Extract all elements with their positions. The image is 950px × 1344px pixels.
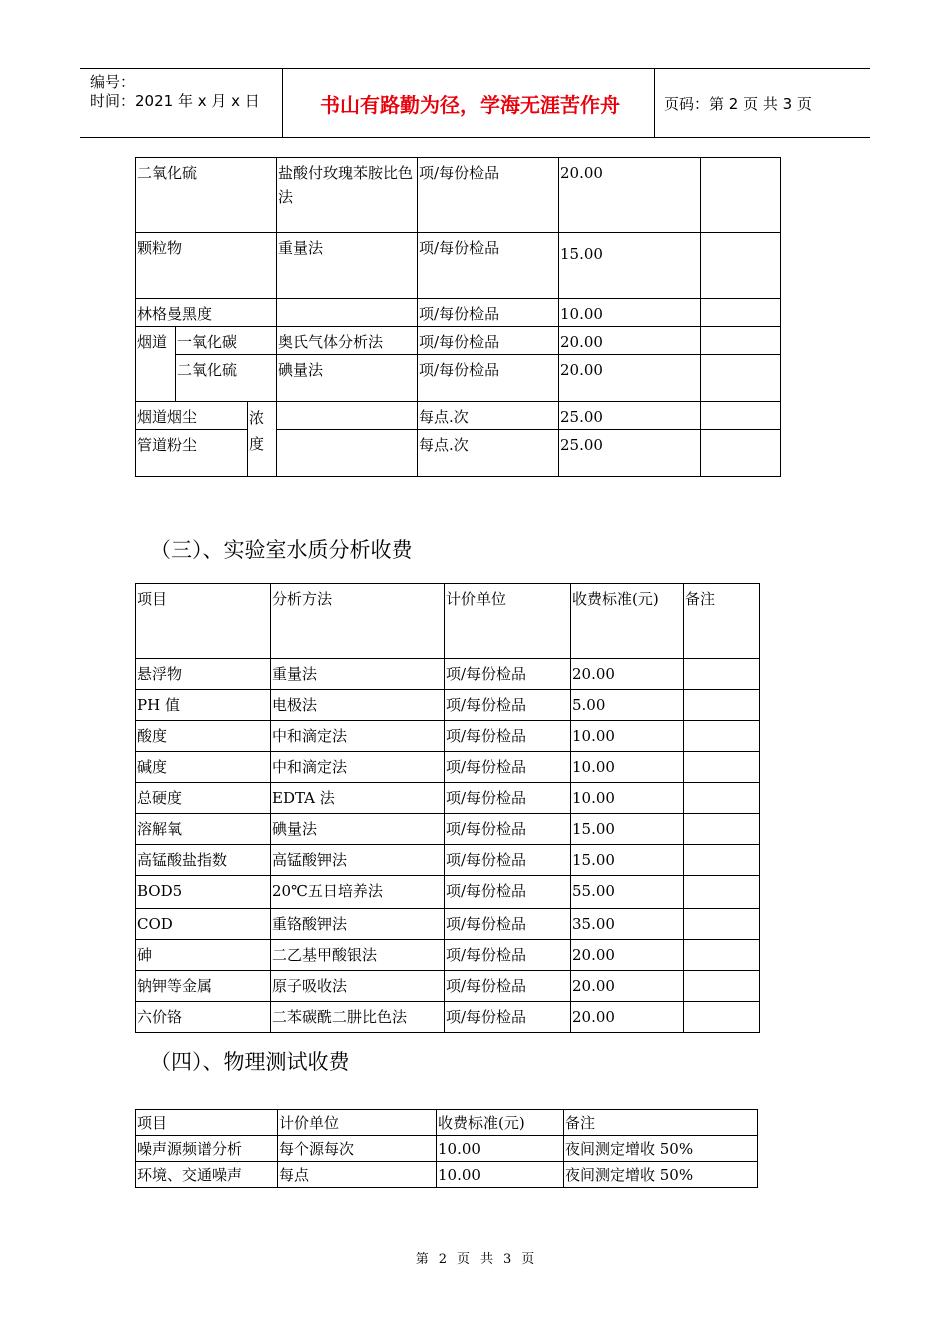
item-cell: 林格曼黑度 xyxy=(136,299,277,327)
item-cell: 二氧化硫 xyxy=(176,355,277,402)
method-cell: 二乙基甲酸银法 xyxy=(271,940,445,971)
table-row xyxy=(136,909,760,940)
method-cell xyxy=(277,402,418,430)
fee-cell: 10.00 xyxy=(437,1136,564,1162)
item-cell: BOD5 xyxy=(136,876,271,909)
note-cell xyxy=(701,355,781,402)
note-cell xyxy=(684,845,760,876)
table-row xyxy=(136,158,781,233)
footer-total-word: 共 xyxy=(480,1252,494,1267)
item-cell: 砷 xyxy=(136,940,271,971)
page-footer xyxy=(0,1248,950,1267)
water-fee-table xyxy=(135,583,760,1033)
column-header: 项目 xyxy=(136,1110,278,1136)
table-header-row xyxy=(136,584,760,659)
method-cell xyxy=(277,430,418,477)
fee-cell: 15.00 xyxy=(571,814,684,845)
header-page-label: 页码：第 2 页 共 3 页 xyxy=(664,95,812,113)
item-cell: 溶解氧 xyxy=(136,814,271,845)
fee-cell: 10.00 xyxy=(571,783,684,814)
doc-time-label: 时间：2021 年 x 月 x 日 xyxy=(90,92,260,110)
unit-cell: 项/每份检品 xyxy=(445,690,571,721)
table-row xyxy=(136,752,760,783)
method-cell: 碘量法 xyxy=(271,814,445,845)
table-row xyxy=(136,430,781,477)
unit-cell: 项/每份检品 xyxy=(418,233,559,299)
footer-total-unit: 页 xyxy=(521,1252,535,1267)
table-row xyxy=(136,876,760,909)
column-header: 分析方法 xyxy=(271,584,445,659)
item-cell: 噪声源频谱分析 xyxy=(136,1136,278,1162)
gas-fee-table xyxy=(135,157,781,477)
item-cell: 酸度 xyxy=(136,721,271,752)
fee-cell: 10.00 xyxy=(559,299,701,327)
unit-cell: 项/每份检品 xyxy=(445,876,571,909)
unit-cell: 项/每份检品 xyxy=(445,814,571,845)
unit-cell: 每点.次 xyxy=(418,402,559,430)
fee-cell: 35.00 xyxy=(571,909,684,940)
fee-cell: 55.00 xyxy=(571,876,684,909)
table-row xyxy=(136,659,760,690)
fee-cell: 10.00 xyxy=(571,721,684,752)
doc-number-label: 编号： xyxy=(90,73,136,91)
column-header: 计价单位 xyxy=(445,584,571,659)
method-cell: 重铬酸钾法 xyxy=(271,909,445,940)
item-cell: 钠钾等金属 xyxy=(136,971,271,1002)
column-header: 备注 xyxy=(684,584,760,659)
column-header: 备注 xyxy=(564,1110,758,1136)
unit-cell: 项/每份检品 xyxy=(445,1002,571,1033)
item-cell: 高锰酸盐指数 xyxy=(136,845,271,876)
table-row xyxy=(136,1162,758,1188)
item-cell: COD xyxy=(136,909,271,940)
column-header: 收费标准(元) xyxy=(571,584,684,659)
fee-cell: 15.00 xyxy=(559,233,701,299)
column-header: 项目 xyxy=(136,584,271,659)
table-row xyxy=(136,845,760,876)
method-cell: 奥氏气体分析法 xyxy=(277,327,418,355)
item-cell: PH 值 xyxy=(136,690,271,721)
unit-cell: 项/每份检品 xyxy=(445,971,571,1002)
fee-cell: 20.00 xyxy=(559,158,701,233)
concentration-cell: 浓度 xyxy=(248,402,277,477)
fee-cell: 25.00 xyxy=(559,402,701,430)
unit-cell: 项/每份检品 xyxy=(418,327,559,355)
header-motto: 书山有路勤为径，学海无涯苦作舟 xyxy=(320,92,620,117)
section-title: （四）、物理测试收费 xyxy=(150,1050,350,1074)
page-header xyxy=(80,68,870,138)
table-row xyxy=(136,971,760,1002)
note-cell xyxy=(684,814,760,845)
fee-cell: 10.00 xyxy=(571,752,684,783)
footer-page-unit: 页 xyxy=(456,1252,470,1267)
note-cell xyxy=(701,158,781,233)
unit-cell: 项/每份检品 xyxy=(445,752,571,783)
unit-cell: 每点.次 xyxy=(418,430,559,477)
item-cell: 管道粉尘 xyxy=(136,430,248,477)
note-cell xyxy=(684,690,760,721)
method-cell: 盐酸付玫瑰苯胺比色法 xyxy=(277,158,418,233)
fee-cell: 25.00 xyxy=(559,430,701,477)
unit-cell: 项/每份检品 xyxy=(445,783,571,814)
unit-cell: 项/每份检品 xyxy=(445,721,571,752)
method-cell: 二苯碳酰二肼比色法 xyxy=(271,1002,445,1033)
method-cell: 原子吸收法 xyxy=(271,971,445,1002)
unit-cell: 项/每份检品 xyxy=(445,909,571,940)
item-cell: 一氧化碳 xyxy=(176,327,277,355)
fee-cell: 20.00 xyxy=(571,940,684,971)
group-cell: 烟道 xyxy=(136,327,176,402)
note-cell: 夜间测定增收 50% xyxy=(564,1136,758,1162)
method-cell: 碘量法 xyxy=(277,355,418,402)
unit-cell: 每个源每次 xyxy=(278,1136,437,1162)
unit-cell: 项/每份检品 xyxy=(418,158,559,233)
fee-cell: 5.00 xyxy=(571,690,684,721)
table-row xyxy=(136,355,781,402)
fee-cell: 15.00 xyxy=(571,845,684,876)
table-row xyxy=(136,721,760,752)
table-row xyxy=(136,233,781,299)
method-cell: 中和滴定法 xyxy=(271,752,445,783)
item-cell: 碱度 xyxy=(136,752,271,783)
table-row xyxy=(136,1002,760,1033)
note-cell xyxy=(684,971,760,1002)
note-cell xyxy=(684,940,760,971)
table-row xyxy=(136,690,760,721)
note-cell xyxy=(684,752,760,783)
unit-cell: 项/每份检品 xyxy=(445,659,571,690)
column-header: 收费标准(元) xyxy=(437,1110,564,1136)
note-cell xyxy=(701,233,781,299)
fee-cell: 20.00 xyxy=(571,659,684,690)
fee-cell: 20.00 xyxy=(559,327,701,355)
unit-cell: 项/每份检品 xyxy=(445,940,571,971)
footer-page-number: 2 xyxy=(438,1252,447,1267)
method-cell: 电极法 xyxy=(271,690,445,721)
note-cell xyxy=(701,430,781,477)
unit-cell: 项/每份检品 xyxy=(418,355,559,402)
section-title: （三）、实验室水质分析收费 xyxy=(150,538,413,562)
fee-cell: 10.00 xyxy=(437,1162,564,1188)
table-header-row xyxy=(136,1110,758,1136)
method-cell: 20℃五日培养法 xyxy=(271,876,445,909)
method-cell: EDTA 法 xyxy=(271,783,445,814)
item-cell: 六价铬 xyxy=(136,1002,271,1033)
item-cell: 二氧化硫 xyxy=(136,158,277,233)
table-row xyxy=(136,940,760,971)
note-cell xyxy=(701,327,781,355)
note-cell xyxy=(701,402,781,430)
table-row xyxy=(136,814,760,845)
header-meta xyxy=(90,73,260,111)
method-cell: 中和滴定法 xyxy=(271,721,445,752)
method-cell xyxy=(277,299,418,327)
column-header: 计价单位 xyxy=(278,1110,437,1136)
physical-fee-table xyxy=(135,1109,758,1188)
note-cell xyxy=(684,783,760,814)
table-row xyxy=(136,1136,758,1162)
footer-page-word: 第 xyxy=(415,1252,429,1267)
method-cell: 重量法 xyxy=(271,659,445,690)
table-row xyxy=(136,327,781,355)
table-row xyxy=(136,783,760,814)
fee-cell: 20.00 xyxy=(559,355,701,402)
note-cell: 夜间测定增收 50% xyxy=(564,1162,758,1188)
unit-cell: 每点 xyxy=(278,1162,437,1188)
unit-cell: 项/每份检品 xyxy=(445,845,571,876)
note-cell xyxy=(684,876,760,909)
item-cell: 烟道烟尘 xyxy=(136,402,248,430)
item-cell: 总硬度 xyxy=(136,783,271,814)
header-divider xyxy=(282,69,283,137)
item-cell: 悬浮物 xyxy=(136,659,271,690)
note-cell xyxy=(684,659,760,690)
fee-cell: 20.00 xyxy=(571,971,684,1002)
item-cell: 环境、交通噪声 xyxy=(136,1162,278,1188)
note-cell xyxy=(684,909,760,940)
item-cell: 颗粒物 xyxy=(136,233,277,299)
note-cell xyxy=(701,299,781,327)
method-cell: 高锰酸钾法 xyxy=(271,845,445,876)
table-row xyxy=(136,402,781,430)
footer-total-number: 3 xyxy=(503,1252,512,1267)
fee-cell: 20.00 xyxy=(571,1002,684,1033)
note-cell xyxy=(684,721,760,752)
method-cell: 重量法 xyxy=(277,233,418,299)
table-row xyxy=(136,299,781,327)
unit-cell: 项/每份检品 xyxy=(418,299,559,327)
note-cell xyxy=(684,1002,760,1033)
